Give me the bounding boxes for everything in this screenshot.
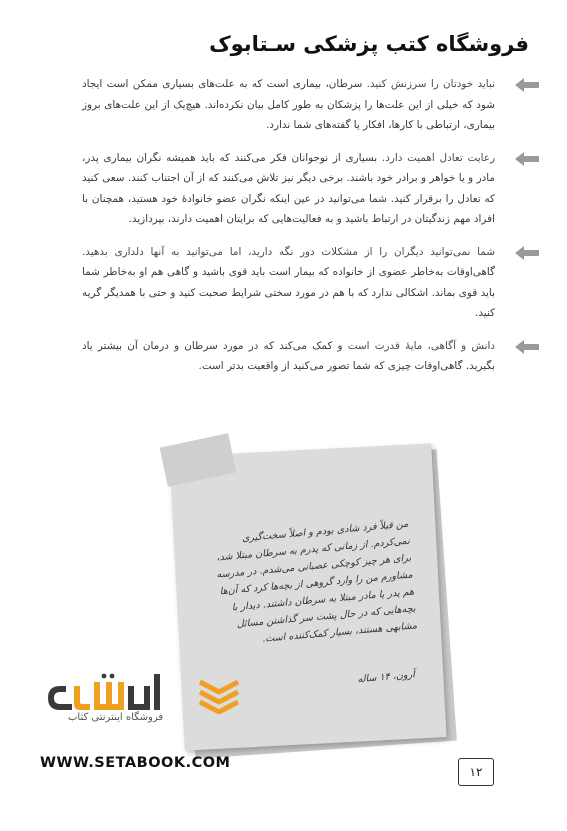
tip-paragraph-1 (82, 74, 495, 136)
tip-paragraph-4 (82, 336, 495, 377)
tip-lead: رعایت تعادل اهمیت دارد. (381, 151, 495, 164)
note-signature: آرون، ۱۴ ساله (357, 669, 416, 686)
arrow-left-icon (515, 78, 539, 92)
store-title: فروشگاه کتب پزشکی سـتابوک (209, 32, 529, 56)
tip-body: سرطان، بیماری است که به علت‌های بسیاری ممکن است ایجاد شود که خیلی از این علت‌ها را پزشکان به طور کامل بیان نکرده‌اند. هیچ‌یک از این علت‌های بروز بیماری، ارتباطی با کارها، افکار یا گفته‌های شما ندارد. (82, 78, 495, 131)
note-quote: من قبلاً فرد شادی بودم و اصلاً سخت‌گیری نمی‌کردم. از زمانی که پدرم به سرطان مبتلا شد، برای هر چیز کوچکی عصبانی می‌شدم. در مدرسه مشاورم من را وارد گروهی از بچه‌ها کرد که آن‌ها هم پدر یا مادر مبتلا به سرطان داشتند. دیدار با بچه‌هایی که در حال پشت سر گذاشتن مسائل مشابهی هستند، بسیار کمک‌کننده است. (215, 518, 418, 645)
tip-lead: دانش و آگاهی، مایهٔ قدرت است (347, 339, 496, 352)
tip-body: بسیاری از نوجوانان فکر می‌کنند که باید همیشه نگران بیماری پدر، مادر و یا خواهر و برادر خود باشند. برخی دیگر نیز تلاش می‌کنند که از آن اجتناب کنند. سعی کنید که تعادل را برقرار کنید. شما می‌توانید در عین اینکه نگران عضو خانوادهٔ خود هستید، همچنان با افراد مهم زندگیتان در ارتباط باشید و به فعالیت‌هایی که برایتان اهمیت دارند، بپردازید. (82, 151, 495, 225)
tip-paragraph-3 (82, 242, 495, 324)
tip-lead: نباید خودتان را سرزنش کنید. (366, 78, 495, 90)
website-url: WWW.SETABOOK.COM (40, 755, 231, 771)
tip-lead: شما نمی‌توانید دیگران را از مشکلات دور نگه دارید، اما می‌توانید به آنها دلداری بدهید. (82, 245, 495, 258)
main-content (82, 74, 495, 389)
arrow-left-icon (515, 340, 539, 354)
arrow-left-icon (515, 246, 539, 260)
tip-body: گاهی‌اوقات به‌خاطر عضوی از خانواده که بیمار است باید قوی باشید و گاهی هم او به‌خاطر شما باید قوی بماند. اشکالی ندارد که با هم در مورد سختی شرایط صحبت کنید و حتی با همدیگر گریه کنید. (82, 266, 495, 319)
setabook-wordmark-icon (40, 668, 180, 714)
tip-paragraph-2 (82, 148, 495, 230)
setabook-logo (40, 668, 245, 738)
page-number: ۱۲ (458, 758, 494, 786)
tip-body: و کمک می‌کند که در مورد سرطان و درمان آن بیشتر یاد بگیرید. گاهی‌اوقات چیزی که شما تصور می‌کنید از واقعیت بدتر است. (82, 339, 495, 372)
arrow-left-icon (515, 152, 539, 166)
logo-subtitle: فروشگاه اینترنتی کتاب (68, 712, 164, 723)
book-stack-icon (196, 674, 242, 714)
